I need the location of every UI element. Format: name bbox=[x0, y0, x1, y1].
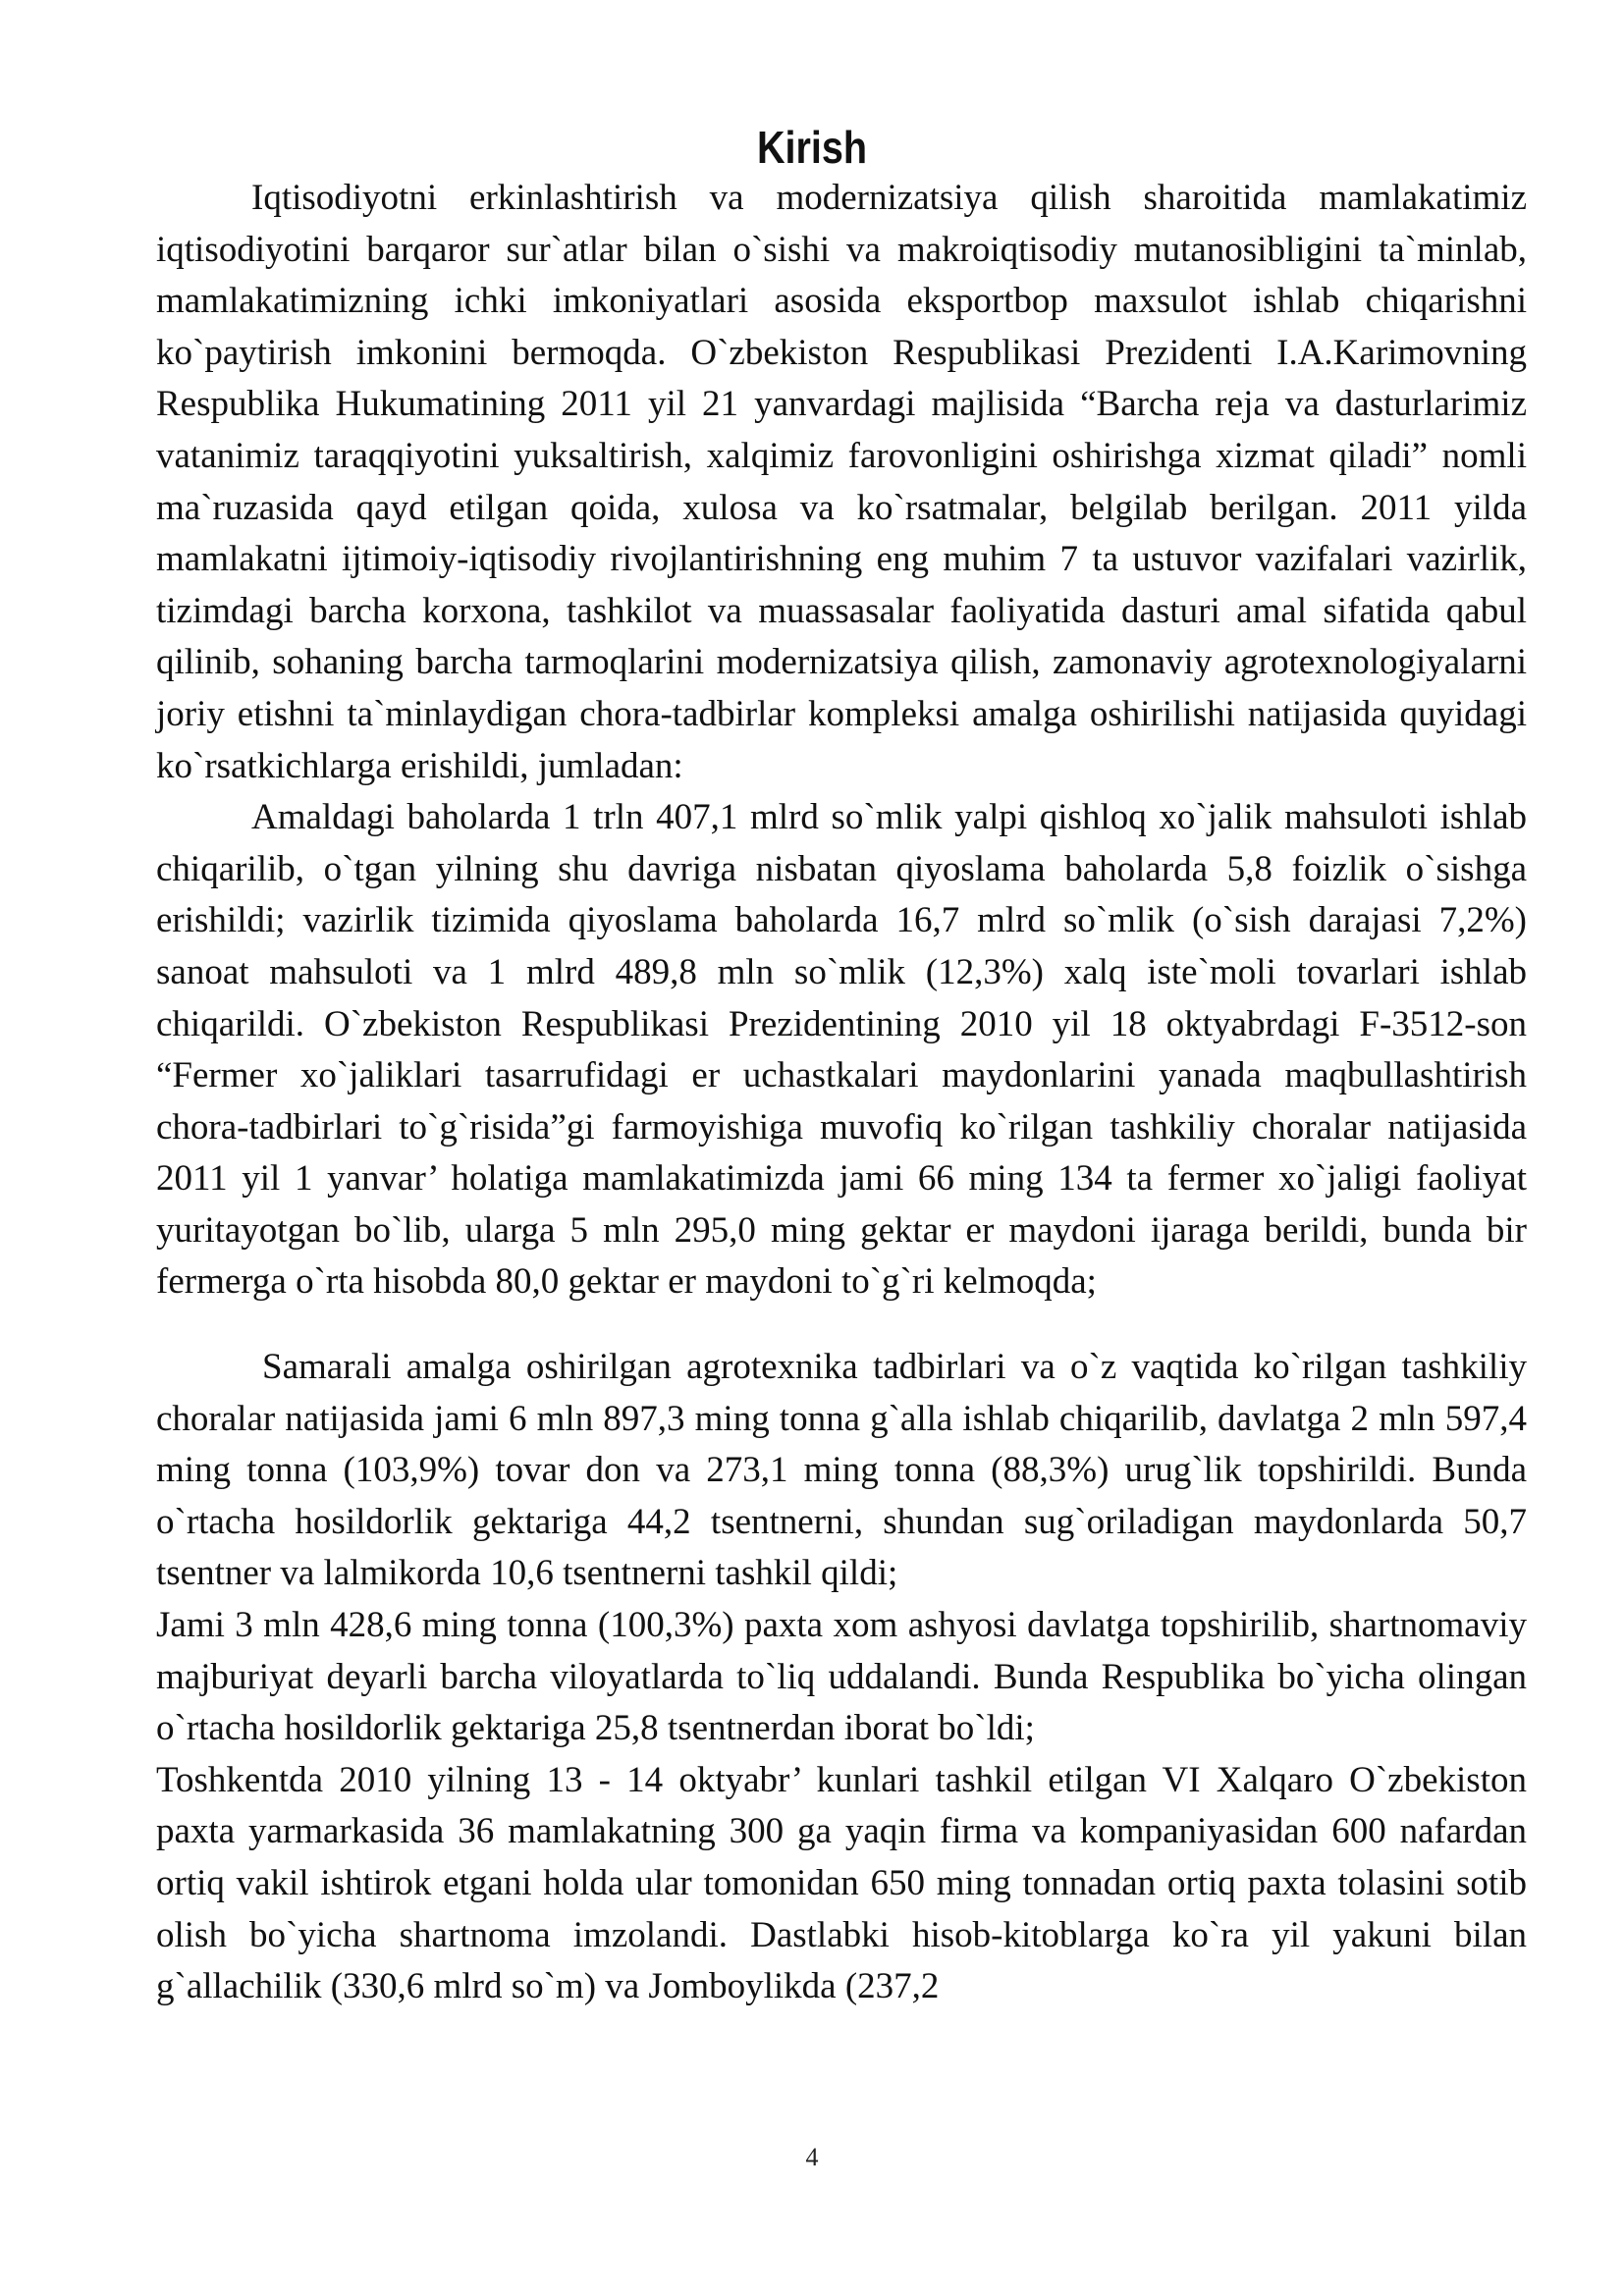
paragraph-grain-harvest: Samarali amalga oshirilgan agrotexnika tadbirlari va o`z vaqtida ko`rilgan tashkiliy choralar natijasida jami 6 mln 897,3 ming tonna g`alla ishlab chiqarilib, davlatga 2 mln 597,4 ming tonna (103,9%) tovar don va 273,1 ming tonna (88,3%) urug`lik topshirildi. Bunda o`rtacha hosildorlik gektariga 44,2 tsentnerni, shundan sug`oriladigan maydonlarda 50,7 tsentner va lalmikorda 10,6 tsentnerni tashkil qildi; bbox=[156, 1347, 1527, 1594]
page-number: 4 bbox=[805, 2143, 819, 2171]
paragraph-cotton-delivery: Jami 3 mln 428,6 ming tonna (100,3%) paxta xom ashyosi davlatga topshirilib, shartnomaviy majburiyat deyarli barcha viloyatlarda to`liq uddalandi. Bunda Respublika bo`yicha olingan o`rtacha hosildorlik gektariga 25,8 tsentnerdan iborat bo`ldi; bbox=[156, 1605, 1527, 1749]
body-text bbox=[156, 173, 1527, 2013]
paragraph-spacer bbox=[156, 1308, 1527, 1342]
paragraph-agricultural-output: Amaldagi baholarda 1 trln 407,1 mlrd so`mlik yalpi qishloq xo`jalik mahsuloti ishlab chiqarilib, o`tgan yilning shu davriga nisbatan qiyoslama baholarda 5,8 foizlik o`sishga erishildi; vazirlik tizimida qiyoslama baholarda 16,7 mlrd so`mlik (o`sish darajasi 7,2%) sanoat mahsuloti va 1 mlrd 489,8 mln so`mlik (12,3%) xalq iste`moli tovarlari ishlab chiqarildi. O`zbekiston Respublikasi Prezidentining 2010 yil 18 oktyabrdagi F-3512-son “Fermer xo`jaliklari tasarrufidagi er uchastkalari maydonlarini yanada maqbullashtirish chora-tadbirlari to`g`risida”gi farmoyishiga muvofiq ko`rilgan tashkiliy choralar natijasida 2011 yil 1 yanvar’ holatiga mamlakatimizda jami 66 ming 134 ta fermer xo`jaligi faoliyat yuritayotgan bo`lib, ularga 5 mln 295,0 ming gektar er maydoni ijaraga berildi, bunda bir fermerga o`rta hisobda 80,0 gektar er maydoni to`g`ri kelmoqda; bbox=[156, 797, 1527, 1303]
paragraph-introduction: Iqtisodiyotni erkinlashtirish va modernizatsiya qilish sharoitida mamlakatimiz iqtisodiyotini barqaror sur`atlar bilan o`sishi va makroiqtisodiy mutanosibligini ta`minlab, mamlakatimizning ichki imkoniyatlari asosida eksportbop maxsulot ishlab chiqarishni ko`paytirish imkonini bermoqda. O`zbekiston Respublikasi Prezidenti I.A.Karimovning Respublika Hukumatining 2011 yil 21 yanvardagi majlisida “Barcha reja va dasturlarimiz vatanimiz taraqqiyotini yuksaltirish, xalqimiz farovonligini oshirishga xizmat qiladi” nomli ma`ruzasida qayd etilgan qoida, xulosa va ko`rsatmalar, belgilab berilgan. 2011 yilda mamlakatni ijtimoiy-iqtisodiy rivojlantirishning eng muhim 7 ta ustuvor vazifalari vazirlik, tizimdagi barcha korxona, tashkilot va muassasalar faoliyatida dasturi amal sifatida qabul qilinib, sohaning barcha tarmoqlarini modernizatsiya qilish, zamonaviy agrotexnologiyalarni joriy etishni ta`minlaydigan chora-tadbirlar kompleksi amalga oshirilishi natijasida quyidagi ko`rsatkichlarga erishildi, jumladan: bbox=[156, 178, 1527, 786]
paragraph-cotton-fair: Toshkentda 2010 yilning 13 - 14 oktyabr’ kunlari tashkil etilgan VI Xalqaro O`zbekiston paxta yarmarkasida 36 mamlakatning 300 ga yaqin firma va kompaniyasidan 600 nafardan ortiq vakil ishtirok etgani holda ular tomonidan 650 ming tonnadan ortiq paxta tolasini sotib olish bo`yicha shartnoma imzolandi. Dastlabki hisob-kitoblarga ko`ra yil yakuni bilan g`allachilik (330,6 mlrd so`m) va Jomboylikda (237,2 bbox=[156, 1759, 1527, 2007]
page-title: Kirish bbox=[756, 122, 868, 173]
